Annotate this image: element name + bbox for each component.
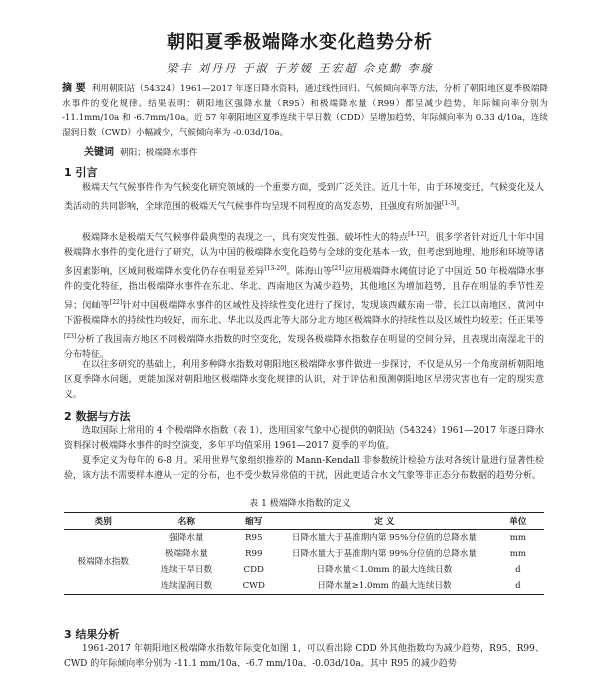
citation: [21] xyxy=(332,265,345,272)
intro-paragraph-3: 在以往多研究的基础上，利用多种降水指数对朝阳地区极端降水事件做进一步探讨，不仅是从另一个角度剖析朝阳地区夏季降水问题，更能加深对朝阳地区极端降水变化规律的认识，对于评估和预测朝阳地区旱涝灾害也有一定的现实意义。 xyxy=(64,360,544,400)
table-cell: d xyxy=(492,578,544,595)
category-cell: 极端降水指数 xyxy=(64,530,142,595)
table-cell: R95 xyxy=(245,533,263,543)
table-cell: 日降水量大于基准期内第 99%分位值的总降水量 xyxy=(291,549,477,559)
author-list: 梁丰 刘丹丹 于淑 于芳媛 王宏超 佘克勤 李璇 xyxy=(166,62,434,75)
intro-p2-text-c: 。陈海山等 xyxy=(286,267,333,277)
methods-paragraph-2: 夏季定义为每年的 6-8 月。采用世界气象组织推荐的 Mann-Kendall 非参数统计检验方法对各统计量进行显著性检验，该方法不需要样本遵从一定的分布，也不受少数异常值的干扰，因此更适合水文气象等非正态分布数据的趋势分析。 xyxy=(64,456,544,481)
intro-paragraph-2 xyxy=(64,227,544,363)
intro-p2-text-a: 极端降水是极端天气气候事件最典型的表现之一，具有突发性强、破坏性大的特点 xyxy=(82,233,409,243)
section-heading-results: 3 结果分析 xyxy=(64,628,120,641)
intro-p2-text-d: 应用极端降水阈值讨论了中国近 50 年极端降水事件的变化特征，指出极端降水事件在东北、华北、西南地区为减少趋势，其他地区为增加趋势，且存在明显的季节性差异；闵屾等 xyxy=(64,267,544,311)
table-cell: 日降水量大于基准期内第 95%分位值的总降水量 xyxy=(291,533,477,543)
column-header: 名称 xyxy=(142,513,230,530)
column-header: 定 义 xyxy=(277,513,492,530)
results-paragraph-1: 1961-2017 年朝阳地区极端降水指数年际变化如图 1，可以看出除 CDD 外其他指数均为减少趋势，R95、R99、CWD 的年际倾向率分别为 -11.1 mm/10a、-6.7 mm/10a、-0.03d/10a。其中 R95 的减少趋势 xyxy=(64,644,544,669)
keywords-label: 关键词 xyxy=(84,147,114,158)
abstract xyxy=(62,82,548,140)
table-cell: 连续干旱日数 xyxy=(160,565,213,575)
table-cell: 日降水量＜1.0mm 的最大连续日数 xyxy=(316,565,453,575)
table-caption: 表 1 极端降水指数的定义 xyxy=(249,499,351,509)
intro-p2-text-f: 分析了我国南方地区不同极端降水指数的时空变化，发现各极端降水指数存在明显的空间分异，且表现出南湿北干的分布特征。 xyxy=(64,335,544,360)
column-header: 单位 xyxy=(492,513,544,530)
keywords xyxy=(84,146,544,160)
abstract-label: 摘 要 xyxy=(62,83,86,94)
column-header: 缩写 xyxy=(230,513,277,530)
citation: [22] xyxy=(109,299,123,306)
definition-table xyxy=(64,512,544,595)
intro-paragraph-1 xyxy=(64,181,544,215)
keywords-text: 朝阳；极端降水事件 xyxy=(120,148,198,158)
table-header-row xyxy=(64,513,544,530)
citation: [4-12] xyxy=(408,231,427,238)
table-cell: 强降水量 xyxy=(169,533,204,543)
paper-title: 朝阳夏季极端降水变化趋势分析 xyxy=(167,32,433,53)
table-cell: R99 xyxy=(245,549,263,559)
table-cell: 连续湿润日数 xyxy=(142,578,230,595)
intro-p1-text: 极端天气气候事件作为气候变化研究领域的一个重要方面，受到广泛关注。近几十年，由于环境变迁，气候变化及人类活动的共同影响，全球范围的极端天气气候事件均呈现不同程度的高发态势，且强度有所加强 xyxy=(64,183,544,212)
intro-p2-text-b: 。很多学者针对近几十年中国极端降水事件的变化进行了研究，认为中国的极端降水变化趋势与全球的变化基本一致，但考虑到地理、地形和环境等诸多因素影响，区域间极端降水变化仍存在明显差异 xyxy=(64,233,544,277)
table-cell: 极端降水量 xyxy=(164,549,208,559)
citation: [13-20] xyxy=(264,265,287,272)
citation: [23] xyxy=(64,333,77,340)
table-cell: 日降水量≥1.0mm 的最大连续日数 xyxy=(277,578,492,595)
table-cell: mm xyxy=(509,549,527,559)
abstract-text: 利用朝阳站（54324）1961—2017 年逐日降水资料，通过线性回归、气候倾向率等方法，分析了朝阳地区夏季极端降水事件的变化规律。结果表明：朝阳地区强降水量（R95）和极端降水量（R99）都呈减少趋势，年际倾向率分别为 -11.1mm/10a 和 -6.7mm/10a。近 57 年朝阳地区夏季连续干旱日数（CDD）呈增加趋势，年际倾向率为 0.33 d/10a，连续湿润日数（CWD）小幅减少，气候倾向率为 -0.03d/10a。 xyxy=(62,84,548,138)
column-header: 类别 xyxy=(64,513,142,530)
table-cell: CWD xyxy=(230,578,277,595)
citation: [1-3] xyxy=(442,200,457,207)
methods-paragraph-1: 选取国际上常用的 4 个极端降水指数（表 1），选用国家气象中心提供的朝阳站（54324）1961—2017 年逐日降水资料探讨极端降水事件的时空演变，多年平均值采用 1961—2017 夏季的平均值。 xyxy=(64,426,544,451)
table-cell: mm xyxy=(509,533,527,543)
section-heading-methods: 2 数据与方法 xyxy=(64,410,131,423)
table-cell: CDD xyxy=(243,565,264,575)
section-heading-intro: 1 引言 xyxy=(64,166,98,179)
table-cell: d xyxy=(515,565,521,575)
intro-p2-text-e: 针对中国极端降水事件的区域性及持续性变化进行了探讨，发现该西藏东南一带、长江以南地区、黄河中下游极端降水的持续性均较好，而东北、华北以及西北等大部分北方地区极端降水的持续性以及区域性均较差；任正果等 xyxy=(64,301,544,326)
table-row xyxy=(64,530,544,547)
intro-p1-end: 。 xyxy=(456,202,466,212)
